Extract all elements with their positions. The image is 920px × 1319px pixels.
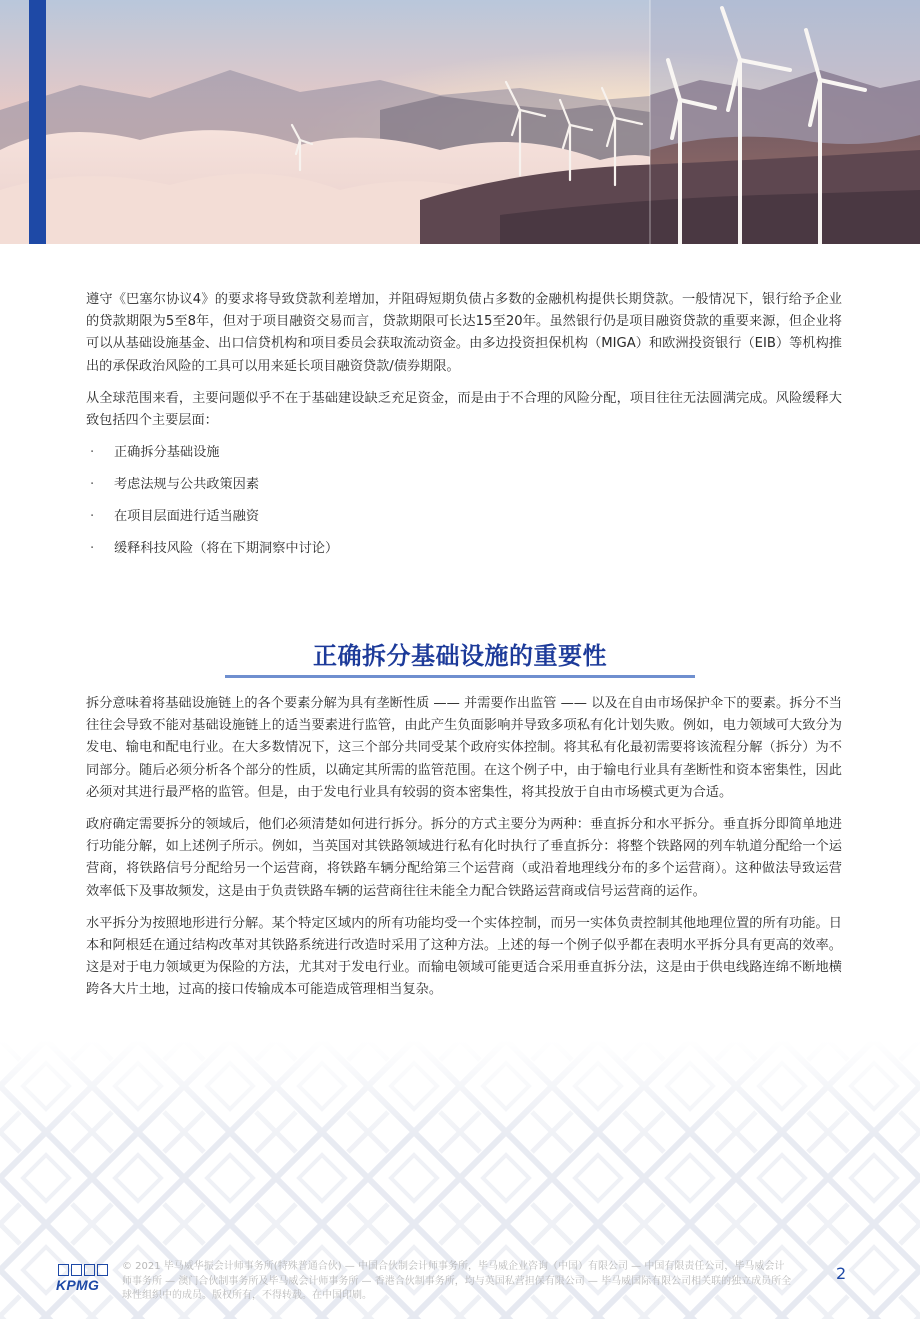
body-paragraph: 水平拆分为按照地形进行分解。某个特定区域内的所有功能均受一个实体控制，而另一实体负责控制其他地理位置的所有功能。日本和阿根廷在通过结构改革对其铁路系统进行改造时采用了这种方法。上述的每一个例子似乎都在表明水平拆分具有更高的效率。这是对于电力领域更为保险的方法，尤其对于发电行业。而输电领域可能更适合采用垂直拆分法，这是由于供电线路连绵不断地横跨各大片土地，过高的接口传输成本可能造成管理相当复杂。 — [86, 915, 842, 998]
page-number: 2 — [836, 1264, 847, 1283]
bullet-marker: · — [90, 477, 95, 493]
body-paragraph: 拆分意味着将基础设施链上的各个要素分解为具有垄断性质 —— 并需要作出监管 —— 以及在自由市场保护伞下的要素。拆分不当往往会导致不能对基础设施链上的适当要素进行监管，由此产生负面影响并导致多项私有化计划失败。例如，电力领域可大致分为发电、输电和配电行业。在大多数情况下，这三个部分共同受某个政府实体控制。将其私有化最初需要将该流程分解（拆分）为不同部分。随后必须分析各个部分的性质，以确定其所需的监管范围。在这个例子中，由于输电行业具有垄断性和资本密集性，因此必须对其进行最严格的监管。但是，由于发电行业具有较弱的资本密集性，将其投放于自由市场模式更为合适。 — [86, 696, 842, 800]
intro-paragraph: 遵守《巴塞尔协议4》的要求将导致贷款利差增加，并阻碍短期负债占多数的金融机构提供长期贷款。一般情况下，银行给予企业的贷款期限为5至8年，但对于项目融资交易而言，贷款期限可长达15至20年。虽然银行仍是项目融资贷款的重要来源，但企业将可以从基础设施基金、出口信贷机构和项目委员会获取流动资金。由多边投资担保机构（MIGA）和欧洲投资银行（EIB）等机构推出的承保政治风险的工具可以用来延长项目融资贷款/债券期限。 — [86, 292, 842, 374]
bullet-marker: · — [90, 509, 95, 525]
hero-image — [0, 0, 920, 244]
page-footer — [0, 1258, 920, 1319]
list-item — [86, 506, 842, 538]
list-item-text: 正确拆分基础设施 — [114, 445, 220, 461]
section-title: 正确拆分基础设施的重要性 — [313, 642, 607, 670]
title-underline — [225, 675, 695, 678]
wind-turbine-landscape-illustration — [0, 0, 920, 244]
list-item-text: 缓释科技风险（将在下期洞察中讨论） — [114, 541, 339, 557]
intro-paragraph: 从全球范围来看，主要问题似乎不在于基础建设缺乏充足资金，而是由于不合理的风险分配，项目往往无法圆满完成。风险缓释大致包括四个主要层面： — [86, 390, 842, 429]
list-item — [86, 538, 842, 570]
list-item — [86, 442, 842, 474]
list-item — [86, 474, 842, 506]
brand-accent-bar — [29, 0, 46, 244]
body-paragraph: 政府确定需要拆分的领域后，他们必须清楚如何进行拆分。拆分的方式主要分为两种：垂直拆分和水平拆分。垂直拆分即简单地进行功能分解，如上述例子所示。例如，当英国对其铁路领域进行私有化时执行了垂直拆分：将整个铁路网的列车轨道分配给一个运营商，将铁路信号分配给另一个运营商，将铁路车辆分配给第三个运营商（或沿着地理线分布的多个运营商）。这种做法导致运营效率低下及事故频发，这是由于负责铁路车辆的运营商往往未能全力配合铁路运营商或信号运营商的运作。 — [86, 817, 842, 899]
risk-mitigation-list — [86, 442, 842, 570]
bullet-marker: · — [90, 445, 95, 461]
copyright-notice: © 2021 毕马威华振会计师事务所(特殊普通合伙) — 中国合伙制会计师事务所，毕马威企业咨询（中国）有限公司 — 中国有限责任公司，毕马威会计师事务所 — 澳门合伙制事务所及毕马威会计师事务所 — 香港合伙制事务所，均与英国私营担保有限公司 — 毕马威国际有限公司相关联的独立成员所全球性组织中的成员。版权所有，不得转载。在中国印刷。 — [122, 1261, 792, 1301]
kpmg-logo — [56, 1264, 112, 1298]
kpmg-logo-text: KPMG — [56, 1277, 100, 1293]
section-body — [86, 693, 842, 1012]
kpmg-logo-boxes — [58, 1264, 108, 1276]
bullet-marker: · — [90, 541, 95, 557]
list-item-text: 考虑法规与公共政策因素 — [114, 477, 260, 493]
intro-section — [86, 289, 842, 570]
list-item-text: 在项目层面进行适当融资 — [114, 509, 260, 525]
